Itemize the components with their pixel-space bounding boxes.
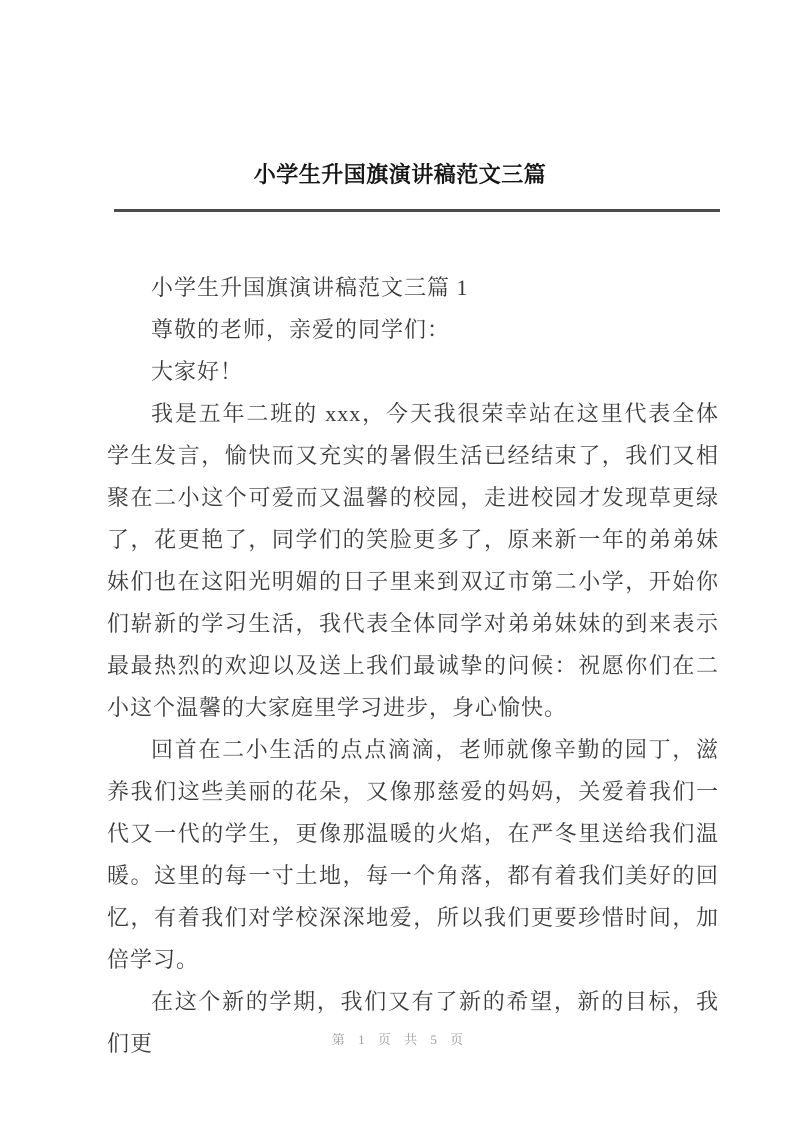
paragraph-intro: 我是五年二班的 xxx，今天我很荣幸站在这里代表全体学生发言，愉快而又充实的暑假生活已经结束了，我们又相聚在二小这个可爱而又温馨的校园，走进校园才发现草更绿了，花更艳了，同学们的笑脸更多了，原来新一年的弟弟妹妹们也在这阳光明媚的日子里来到双辽市第二小学，开始你们崭新的学习生活，我代表全体同学对弟弟妹妹的到来表示最最热烈的欢迎以及送上我们最诚挚的问候：祝愿你们在二小这个温馨的大家庭里学习进步，身心愉快。: [107, 401, 719, 720]
salutation-line: 尊敬的老师，亲爱的同学们：: [151, 317, 451, 342]
document-title: 小学生升国旗演讲稿范文三篇: [253, 162, 547, 187]
page-number-footer: 第 1 页 共 5 页: [331, 1032, 469, 1047]
document-body: [107, 267, 719, 1065]
paragraph-memories: 回首在二小生活的点点滴滴，老师就像辛勤的园丁，滋养我们这些美丽的花朵，又像那慈爱的妈妈，关爱着我们一代又一代的学生，更像那温暖的火焰，在严冬里送给我们温暖。这里的每一寸土地，每一个角落，都有着我们美好的回忆，有着我们对学校深深地爱，所以我们更要珍惜时间，加倍学习。: [107, 737, 719, 972]
greeting-line: 大家好！: [151, 359, 244, 384]
title-divider: [114, 209, 720, 212]
section-heading: 小学生升国旗演讲稿范文三篇 1: [151, 275, 469, 300]
paragraph-new-term: 在这个新的学期，我们又有了新的希望，新的目标，我们更: [107, 989, 719, 1056]
